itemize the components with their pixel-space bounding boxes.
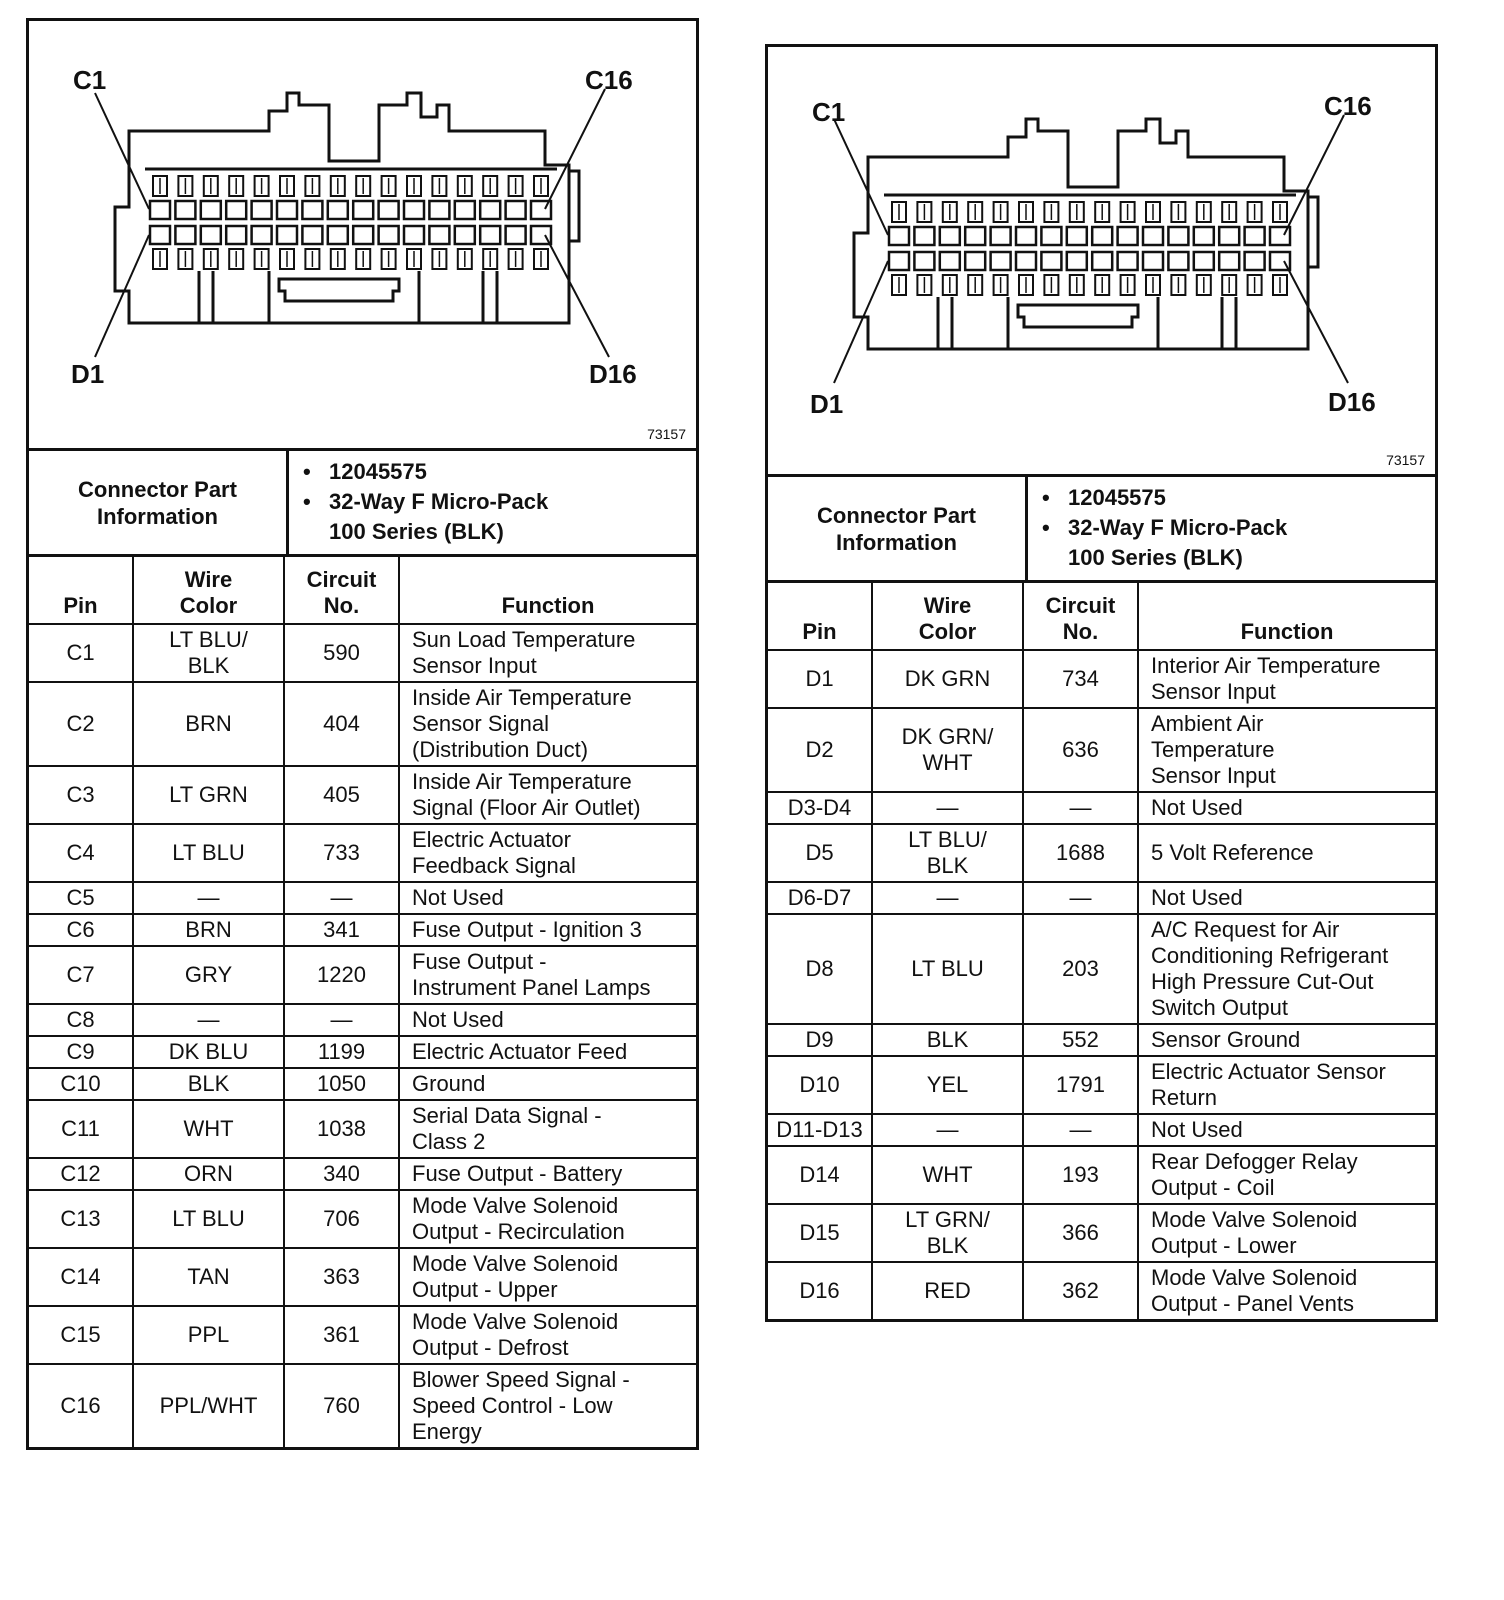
pin-cell: D15 [768, 1204, 872, 1262]
pin-cell: C11 [29, 1100, 133, 1158]
wire-color-cell: PPL [133, 1306, 284, 1364]
pin-cell: C8 [29, 1004, 133, 1036]
connector-panel-left [26, 18, 699, 1450]
circuit-cell: 1688 [1023, 824, 1138, 882]
pin-cell: C1 [29, 624, 133, 682]
pin-cell: D9 [768, 1024, 872, 1056]
circuit-cell: 340 [284, 1158, 399, 1190]
table-row [29, 882, 696, 914]
table-row [29, 1036, 696, 1068]
wire-color-cell: DK BLU [133, 1036, 284, 1068]
table-row [29, 1248, 696, 1306]
part-description: • 32-Way F Micro-Pack 100 Series (BLK) [329, 487, 696, 547]
pin-cell: C5 [29, 882, 133, 914]
wire-color-cell: BRN [133, 682, 284, 766]
table-row [29, 624, 696, 682]
circuit-cell: — [1023, 792, 1138, 824]
header-circuit: Circuit No. [1023, 583, 1138, 650]
function-cell: Sensor Ground [1138, 1024, 1435, 1056]
function-cell: 5 Volt Reference [1138, 824, 1435, 882]
part-info-list [1028, 477, 1435, 580]
pin-cell: C4 [29, 824, 133, 882]
wire-color-cell: DK GRN/ WHT [872, 708, 1023, 792]
table-row [768, 824, 1435, 882]
table-row [29, 1068, 696, 1100]
label-d16: D16 [589, 359, 637, 389]
function-cell: Mode Valve Solenoid Output - Defrost [399, 1306, 696, 1364]
circuit-cell: 1050 [284, 1068, 399, 1100]
wire-color-cell: LT BLU [133, 1190, 284, 1248]
circuit-cell: 1791 [1023, 1056, 1138, 1114]
wire-color-cell: — [872, 1114, 1023, 1146]
circuit-cell: — [1023, 1114, 1138, 1146]
pin-cell: C3 [29, 766, 133, 824]
label-d1: D1 [810, 389, 844, 419]
header-wire-color: Wire Color [872, 583, 1023, 650]
wire-color-cell: TAN [133, 1248, 284, 1306]
wire-color-cell: GRY [133, 946, 284, 1004]
label-c1: C1 [812, 97, 846, 127]
wire-color-cell: — [133, 882, 284, 914]
table-row [29, 1004, 696, 1036]
wire-color-cell: LT BLU [133, 824, 284, 882]
circuit-cell: — [1023, 882, 1138, 914]
connector-part-info [768, 477, 1435, 583]
wire-color-cell: BLK [133, 1068, 284, 1100]
function-cell: Not Used [399, 882, 696, 914]
circuit-cell: 706 [284, 1190, 399, 1248]
part-info-list [289, 451, 696, 554]
circuit-cell: 733 [284, 824, 399, 882]
label-c16: C16 [585, 65, 633, 95]
circuit-cell: 362 [1023, 1262, 1138, 1319]
function-cell: Mode Valve Solenoid Output - Panel Vents [1138, 1262, 1435, 1319]
function-cell: Not Used [1138, 1114, 1435, 1146]
circuit-cell: 366 [1023, 1204, 1138, 1262]
circuit-cell: 552 [1023, 1024, 1138, 1056]
table-row [768, 1204, 1435, 1262]
table-row [29, 1306, 696, 1364]
table-row [29, 1100, 696, 1158]
table-row [768, 1114, 1435, 1146]
circuit-cell: 361 [284, 1306, 399, 1364]
function-cell: Fuse Output - Instrument Panel Lamps [399, 946, 696, 1004]
function-cell: Rear Defogger Relay Output - Coil [1138, 1146, 1435, 1204]
header-pin: Pin [29, 557, 133, 624]
table-row [768, 792, 1435, 824]
table-row [768, 650, 1435, 708]
function-cell: Mode Valve Solenoid Output - Upper [399, 1248, 696, 1306]
circuit-cell: 760 [284, 1364, 399, 1447]
table-row [768, 1262, 1435, 1319]
circuit-cell: — [284, 882, 399, 914]
wire-color-cell: RED [872, 1262, 1023, 1319]
function-cell: Not Used [1138, 792, 1435, 824]
part-description: • 32-Way F Micro-Pack 100 Series (BLK) [1068, 513, 1435, 573]
function-cell: Electric Actuator Sensor Return [1138, 1056, 1435, 1114]
wire-color-cell: PPL/WHT [133, 1364, 284, 1447]
wire-color-cell: BLK [872, 1024, 1023, 1056]
circuit-cell: 636 [1023, 708, 1138, 792]
circuit-cell: 193 [1023, 1146, 1138, 1204]
wire-color-cell: LT BLU [872, 914, 1023, 1024]
table-row [29, 1158, 696, 1190]
figure-number: 73157 [647, 426, 686, 442]
table-row [29, 824, 696, 882]
circuit-cell: 341 [284, 914, 399, 946]
circuit-cell: 405 [284, 766, 399, 824]
header-circuit: Circuit No. [284, 557, 399, 624]
circuit-cell: 203 [1023, 914, 1138, 1024]
figure-number: 73157 [1386, 452, 1425, 468]
table-row [768, 1056, 1435, 1114]
function-cell: Not Used [1138, 882, 1435, 914]
circuit-cell: — [284, 1004, 399, 1036]
wire-color-cell: LT BLU/ BLK [133, 624, 284, 682]
wire-color-cell: LT GRN [133, 766, 284, 824]
table-row [29, 946, 696, 1004]
function-cell: Mode Valve Solenoid Output - Lower [1138, 1204, 1435, 1262]
pin-cell: D3-D4 [768, 792, 872, 824]
pin-cell: C12 [29, 1158, 133, 1190]
connector-diagram [768, 47, 1435, 477]
label-c1: C1 [73, 65, 107, 95]
part-number: • 12045575 [1068, 483, 1435, 513]
label-d16: D16 [1328, 387, 1376, 417]
function-cell: A/C Request for Air Conditioning Refrigerant High Pressure Cut-Out Switch Output [1138, 914, 1435, 1024]
function-cell: Fuse Output - Ignition 3 [399, 914, 696, 946]
wire-color-cell: LT BLU/ BLK [872, 824, 1023, 882]
circuit-cell: 1199 [284, 1036, 399, 1068]
pin-cell: D14 [768, 1146, 872, 1204]
pin-cell: D8 [768, 914, 872, 1024]
wire-color-cell: — [872, 792, 1023, 824]
table-row [29, 682, 696, 766]
connector-part-info [29, 451, 696, 557]
wire-color-cell: YEL [872, 1056, 1023, 1114]
label-c16: C16 [1324, 91, 1372, 121]
pin-cell: C14 [29, 1248, 133, 1306]
table-row [768, 1146, 1435, 1204]
connector-panel-right [765, 44, 1438, 1322]
part-info-title: Connector Part Information [29, 451, 289, 554]
pin-cell: D2 [768, 708, 872, 792]
header-wire-color: Wire Color [133, 557, 284, 624]
table-row [768, 914, 1435, 1024]
table-row [768, 882, 1435, 914]
table-row [768, 708, 1435, 792]
pin-cell: C6 [29, 914, 133, 946]
function-cell: Serial Data Signal - Class 2 [399, 1100, 696, 1158]
pin-cell: C9 [29, 1036, 133, 1068]
pin-cell: C2 [29, 682, 133, 766]
wire-color-cell: — [133, 1004, 284, 1036]
function-cell: Interior Air Temperature Sensor Input [1138, 650, 1435, 708]
part-info-title: Connector Part Information [768, 477, 1028, 580]
function-cell: Sun Load Temperature Sensor Input [399, 624, 696, 682]
pin-cell: C7 [29, 946, 133, 1004]
part-number: • 12045575 [329, 457, 696, 487]
circuit-cell: 404 [284, 682, 399, 766]
pin-cell: D16 [768, 1262, 872, 1319]
pin-cell: C13 [29, 1190, 133, 1248]
table-row [768, 1024, 1435, 1056]
pin-cell: C10 [29, 1068, 133, 1100]
table-row [29, 914, 696, 946]
function-cell: Blower Speed Signal - Speed Control - Low Energy [399, 1364, 696, 1447]
wire-color-cell: LT GRN/ BLK [872, 1204, 1023, 1262]
pinout-table [29, 557, 696, 1447]
function-cell: Fuse Output - Battery [399, 1158, 696, 1190]
pin-cell: D1 [768, 650, 872, 708]
function-cell: Ambient Air Temperature Sensor Input [1138, 708, 1435, 792]
header-function: Function [1138, 583, 1435, 650]
header-function: Function [399, 557, 696, 624]
wire-color-cell: WHT [133, 1100, 284, 1158]
table-row [29, 766, 696, 824]
circuit-cell: 1220 [284, 946, 399, 1004]
function-cell: Mode Valve Solenoid Output - Recirculation [399, 1190, 696, 1248]
label-d1: D1 [71, 359, 105, 389]
wire-color-cell: WHT [872, 1146, 1023, 1204]
pin-cell: C16 [29, 1364, 133, 1447]
function-cell: Inside Air Temperature Signal (Floor Air Outlet) [399, 766, 696, 824]
table-row [29, 1190, 696, 1248]
pin-cell: D10 [768, 1056, 872, 1114]
pin-cell: D11-D13 [768, 1114, 872, 1146]
wire-color-cell: BRN [133, 914, 284, 946]
circuit-cell: 590 [284, 624, 399, 682]
pinout-table [768, 583, 1435, 1319]
wire-color-cell: ORN [133, 1158, 284, 1190]
header-pin: Pin [768, 583, 872, 650]
pin-cell: D6-D7 [768, 882, 872, 914]
function-cell: Electric Actuator Feedback Signal [399, 824, 696, 882]
wire-color-cell: — [872, 882, 1023, 914]
function-cell: Electric Actuator Feed [399, 1036, 696, 1068]
circuit-cell: 363 [284, 1248, 399, 1306]
connector-diagram [29, 21, 696, 451]
pin-cell: C15 [29, 1306, 133, 1364]
function-cell: Not Used [399, 1004, 696, 1036]
function-cell: Inside Air Temperature Sensor Signal (Distribution Duct) [399, 682, 696, 766]
circuit-cell: 1038 [284, 1100, 399, 1158]
table-row [29, 1364, 696, 1447]
function-cell: Ground [399, 1068, 696, 1100]
circuit-cell: 734 [1023, 650, 1138, 708]
pin-cell: D5 [768, 824, 872, 882]
wire-color-cell: DK GRN [872, 650, 1023, 708]
